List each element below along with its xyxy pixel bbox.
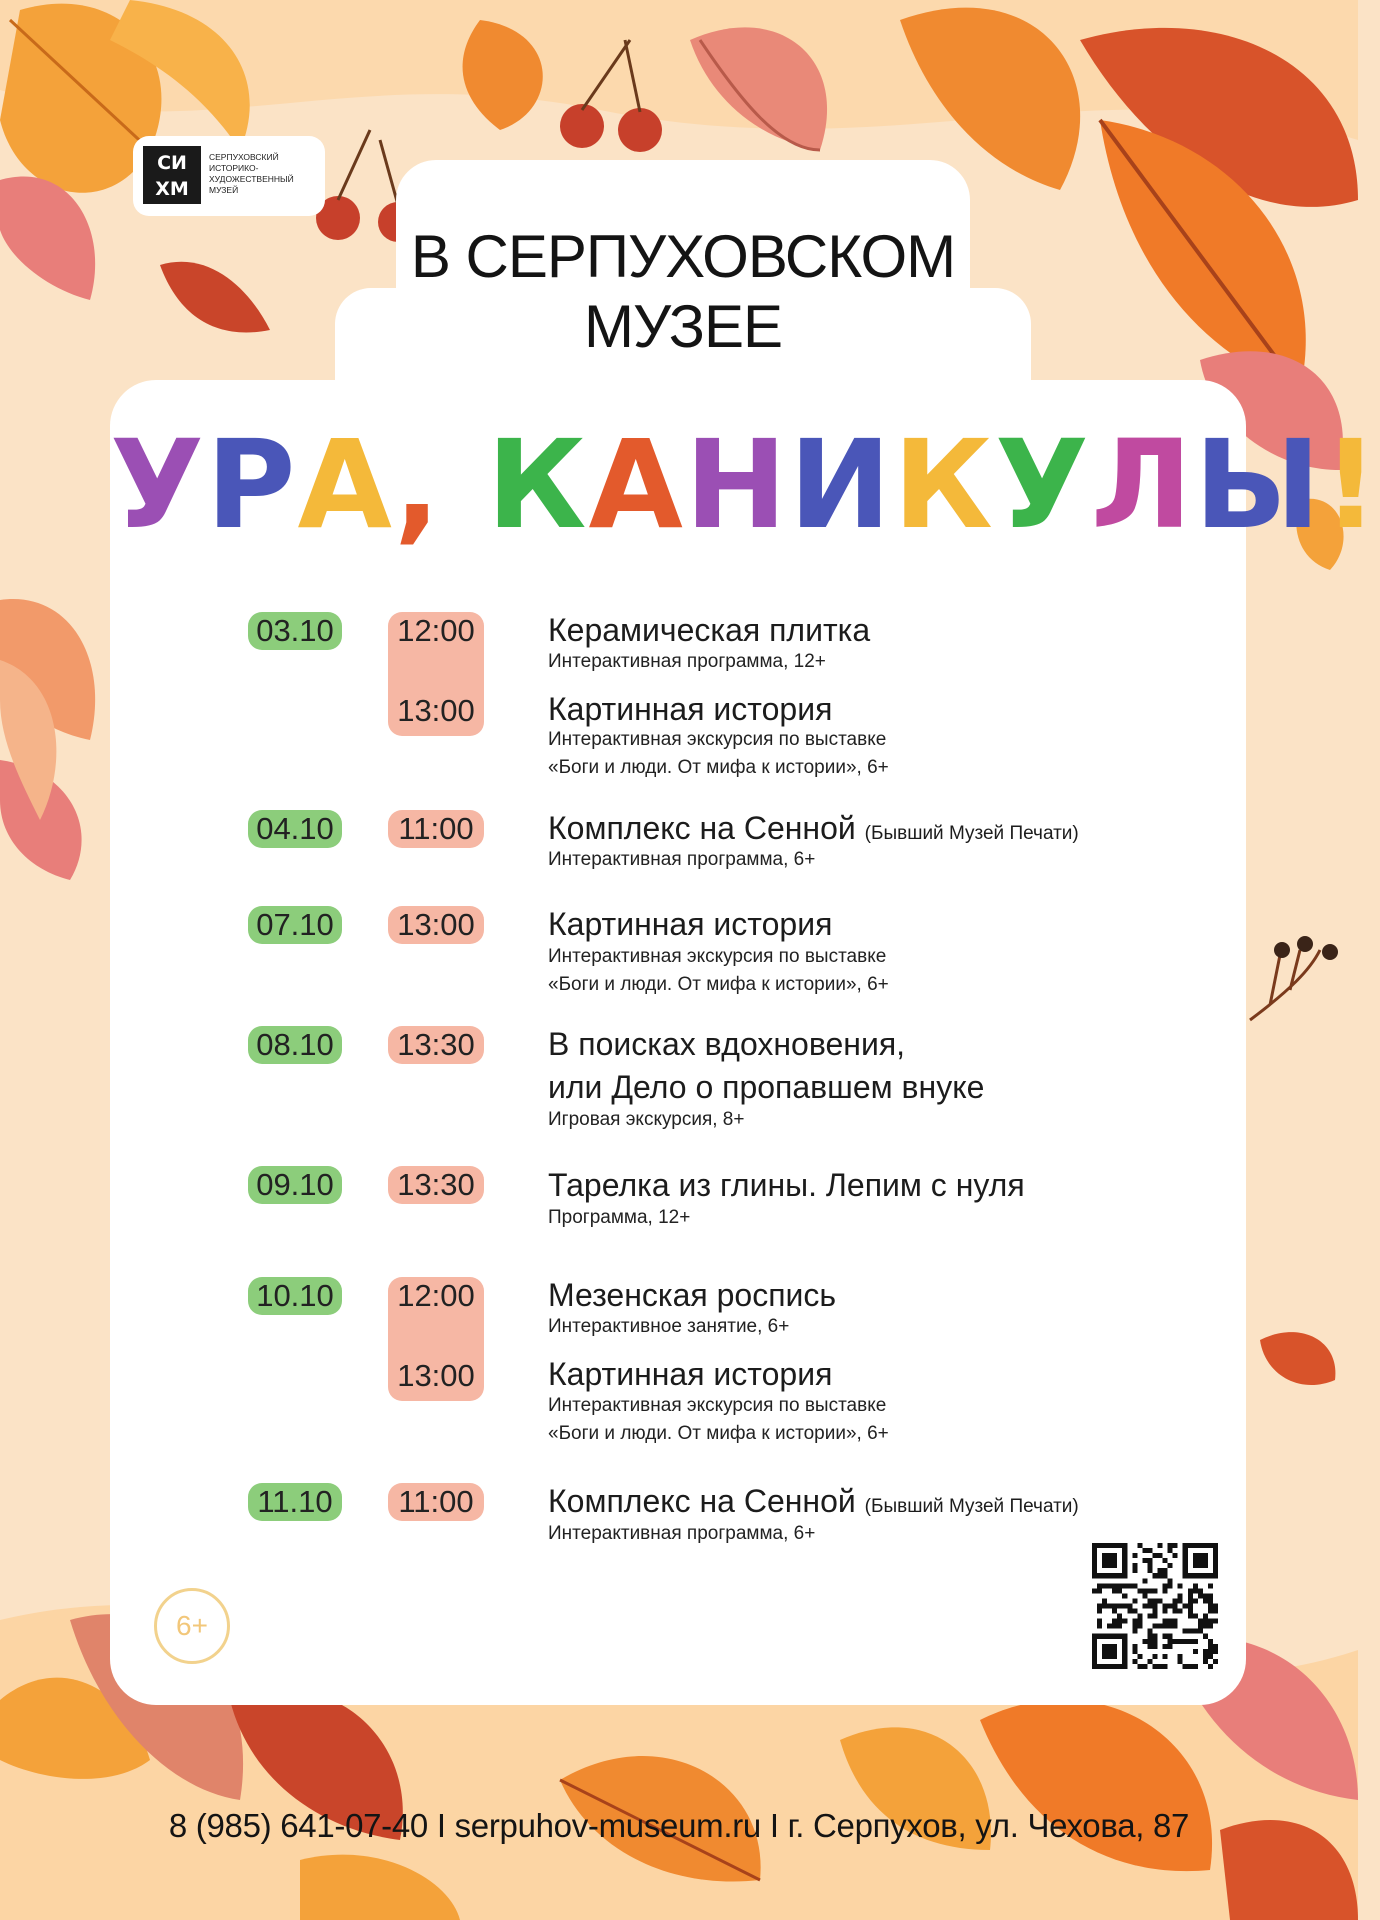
- event-title-text: Комплекс на Сенной: [548, 810, 856, 846]
- logo-mark-line2: ХМ: [155, 178, 189, 200]
- date-pill: 07.10: [248, 906, 342, 944]
- event-subtitle: Программа, 12+: [548, 1207, 691, 1228]
- date-pill: 08.10: [248, 1026, 342, 1064]
- time-pill: 11:00: [388, 810, 484, 848]
- time-value: 12:00: [397, 613, 475, 648]
- banner-letter: И: [789, 414, 894, 556]
- date-pill: 04.10: [248, 810, 342, 848]
- banner-letter: К: [893, 414, 995, 556]
- event-subtitle: Интерактивная программа, 6+: [548, 1523, 816, 1544]
- event-title: Керамическая плитка: [548, 612, 871, 648]
- event-title: Картинная история: [548, 1356, 833, 1392]
- banner-letter: А: [297, 414, 394, 556]
- contact-footer: 8 (985) 641-07-40 I serpuhov-museum.ru I г. Серпухов, ул. Чехова, 87: [168, 1807, 1190, 1844]
- banner-letter: [442, 414, 486, 556]
- time-value: 13:00: [397, 1358, 475, 1393]
- time-pill: [388, 612, 484, 736]
- banner-letter: К: [486, 414, 589, 556]
- time-pill: 11:00: [388, 1483, 484, 1521]
- event-title: Картинная история: [548, 691, 833, 727]
- event-title-note: (Бывший Музей Печати): [864, 823, 1079, 844]
- holiday-banner: [110, 414, 1380, 556]
- banner-letter: !: [1322, 414, 1380, 556]
- event-title: или Дело о пропавшем внуке: [548, 1069, 985, 1105]
- event-title: Картинная история: [548, 906, 833, 942]
- event-title: Тарелка из глины. Лепим с нуля: [548, 1167, 1025, 1203]
- event-title: В поисках вдохновения,: [548, 1026, 906, 1062]
- time-pill: [388, 1277, 484, 1401]
- banner-letter: Н: [684, 414, 790, 556]
- event-subtitle: «Боги и люди. От мифа к истории», 6+: [548, 1423, 889, 1444]
- time-pill: 13:30: [388, 1026, 484, 1064]
- logo-text: СЕРПУХОВСКИЙ ИСТОРИКО-ХУДОЖЕСТВЕННЫЙ МУЗЕЙ: [209, 152, 294, 195]
- age-rating-badge: 6+: [154, 1588, 230, 1664]
- qr-code-icon[interactable]: [1092, 1543, 1218, 1669]
- time-pill: 13:30: [388, 1166, 484, 1204]
- banner-letter: А: [588, 414, 685, 556]
- event-title: Мезенская роспись: [548, 1277, 837, 1313]
- time-value: 13:00: [397, 693, 475, 728]
- event-subtitle: Игровая экскурсия, 8+: [548, 1109, 745, 1130]
- event-title-note: (Бывший Музей Печати): [864, 1496, 1079, 1517]
- headline-line1: В СЕРПУХОВСКОМ: [410, 223, 956, 290]
- museum-logo: [133, 136, 325, 216]
- banner-letter: Ы: [1194, 414, 1323, 556]
- event-subtitle: Интерактивная экскурсия по выставке: [548, 1395, 887, 1416]
- headline-line2: МУЗЕЕ: [583, 293, 783, 360]
- event-subtitle: Интерактивное занятие, 6+: [548, 1316, 790, 1337]
- date-pill: 09.10: [248, 1166, 342, 1204]
- event-subtitle: Интерактивная экскурсия по выставке: [548, 729, 887, 750]
- logo-mark-line1: СИ: [157, 152, 187, 174]
- banner-letter: Л: [1090, 414, 1195, 556]
- date-pill: 03.10: [248, 612, 342, 650]
- time-pill: 13:00: [388, 906, 484, 944]
- event-subtitle: «Боги и люди. От мифа к истории», 6+: [548, 757, 889, 778]
- headline: [396, 222, 970, 362]
- event-subtitle: Интерактивная экскурсия по выставке: [548, 946, 887, 967]
- banner-letter: У: [110, 414, 207, 556]
- event-subtitle: «Боги и люди. От мифа к истории», 6+: [548, 974, 889, 995]
- banner-letter: Р: [206, 414, 298, 556]
- event-title-text: Комплекс на Сенной: [548, 1483, 856, 1519]
- date-pill: 10.10: [248, 1277, 342, 1315]
- time-value: 12:00: [397, 1278, 475, 1313]
- logo-mark: [143, 146, 201, 204]
- event-subtitle: Интерактивная программа, 12+: [548, 651, 826, 672]
- date-pill: 11.10: [248, 1483, 342, 1521]
- event-subtitle: Интерактивная программа, 6+: [548, 849, 816, 870]
- banner-letter: ,: [393, 414, 443, 556]
- banner-letter: У: [994, 414, 1091, 556]
